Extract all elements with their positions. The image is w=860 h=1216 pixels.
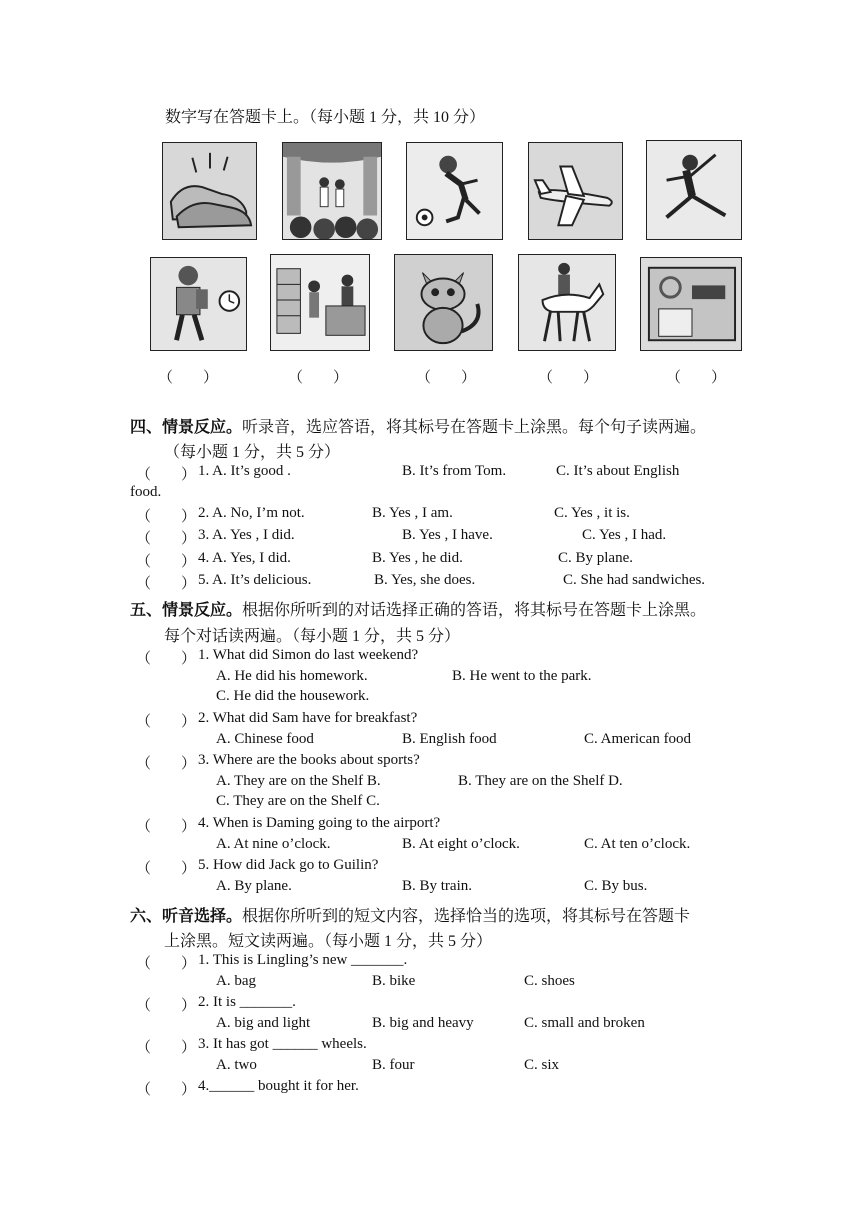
option-c: C. small and broken <box>524 1015 645 1031</box>
library-shop-icon <box>270 254 370 351</box>
dancer-icon <box>646 140 742 240</box>
option-b: B. At eight o’clock. <box>402 836 520 852</box>
section5-points: 每个对话读两遍。（每小题 1 分，共 5 分） <box>164 628 461 645</box>
option-c: C. She had sandwiches. <box>563 572 706 588</box>
option-a: A. bag <box>216 973 256 989</box>
boy-late-clock-icon <box>150 257 247 351</box>
answer-bracket[interactable]: （ ） <box>158 370 219 386</box>
option-a: A. Chinese food <box>216 731 314 747</box>
answer-bracket[interactable]: （ ） <box>136 554 197 570</box>
stage-show-icon <box>282 142 382 240</box>
answer-bracket[interactable]: （ ） <box>136 998 197 1014</box>
question-text: 1. What did Simon do last weekend? <box>198 647 419 663</box>
section5-instruction: 根据你所听到的对话选择正确的答语，将其标号在答题卡上涂黑。 <box>242 602 707 619</box>
option-a: A. He did his homework. <box>216 668 368 684</box>
option-c-continued: food. <box>130 484 162 500</box>
milk-box-icon <box>640 257 742 351</box>
option-b: B. Yes , he did. <box>372 550 463 566</box>
answer-bracket[interactable]: （ ） <box>136 651 197 667</box>
question-text: 1. This is Lingling’s new _______. <box>198 952 408 968</box>
question-text: 2. A. No, I’m not. <box>198 505 305 521</box>
option-c: C. Yes , it is. <box>554 505 630 521</box>
section6-heading <box>130 903 690 926</box>
option-b: B. It’s from Tom. <box>402 463 507 479</box>
section6-points: 上涂黑。短文读两遍。（每小题 1 分，共 5 分） <box>164 933 493 950</box>
option-a: A. At nine o’clock. <box>216 836 331 852</box>
answer-bracket[interactable]: （ ） <box>136 756 197 772</box>
option-c: C. At ten o’clock. <box>584 836 691 852</box>
horse-rider-icon <box>518 254 616 351</box>
option-a: A. They are on the Shelf B. <box>216 773 381 789</box>
section6-title: 六、听音选择。 <box>130 908 243 925</box>
answer-bracket[interactable]: （ ） <box>136 509 197 525</box>
shoes-icon <box>162 142 257 240</box>
section4-heading <box>130 414 706 437</box>
option-b: B. English food <box>402 731 497 747</box>
cat-icon <box>394 254 493 351</box>
answer-bracket[interactable]: （ ） <box>136 467 197 483</box>
section5-heading <box>130 597 706 620</box>
section6-instruction: 根据你所听到的短文内容，选择恰当的选项，将其标号在答题卡 <box>242 908 691 925</box>
option-a: A. By plane. <box>216 878 292 894</box>
answer-bracket[interactable]: （ ） <box>136 576 197 592</box>
option-c: C. By plane. <box>558 550 633 566</box>
option-b: B. bike <box>372 973 416 989</box>
question-text: 5. How did Jack go to Guilin? <box>198 857 379 873</box>
option-a: A. big and light <box>216 1015 311 1031</box>
option-c: C. They are on the Shelf C. <box>216 793 380 809</box>
option-b: B. Yes , I am. <box>372 505 453 521</box>
option-c: C. It’s about English <box>556 463 680 479</box>
boy-football-icon <box>406 142 503 240</box>
option-b: B. big and heavy <box>372 1015 474 1031</box>
section4-instruction: 听录音，选应答语，将其标号在答题卡上涂黑。每个句子读两遍。 <box>242 419 707 436</box>
option-c: C. He did the housework. <box>216 688 370 704</box>
answer-bracket[interactable]: （ ） <box>288 370 349 386</box>
option-c: C. shoes <box>524 973 575 989</box>
option-b: B. four <box>372 1057 415 1073</box>
question-text: 2. It is _______. <box>198 994 296 1010</box>
question-text: 4.______ bought it for her. <box>198 1078 359 1094</box>
option-b: B. He went to the park. <box>452 668 592 684</box>
question-text: 5. A. It’s delicious. <box>198 572 312 588</box>
question-text: 3. It has got ______ wheels. <box>198 1036 367 1052</box>
answer-bracket[interactable]: （ ） <box>136 714 197 730</box>
option-b: B. Yes, she does. <box>374 572 476 588</box>
answer-bracket[interactable]: （ ） <box>136 861 197 877</box>
option-c: C. American food <box>584 731 692 747</box>
section5-title: 五、情景反应。 <box>130 602 243 619</box>
answer-bracket[interactable]: （ ） <box>416 370 477 386</box>
intro-line: 数字写在答题卡上。（每小题 1 分，共 10 分） <box>165 109 486 126</box>
question-text: 4. A. Yes, I did. <box>198 550 291 566</box>
answer-bracket[interactable]: （ ） <box>136 956 197 972</box>
answer-bracket[interactable]: （ ） <box>136 1082 197 1098</box>
option-c: C. Yes , I had. <box>582 527 667 543</box>
option-c: C. six <box>524 1057 560 1073</box>
question-text: 1. A. It’s good . <box>198 463 291 479</box>
answer-bracket[interactable]: （ ） <box>538 370 599 386</box>
question-text: 2. What did Sam have for breakfast? <box>198 710 418 726</box>
option-c: C. By bus. <box>584 878 648 894</box>
question-text: 3. Where are the books about sports? <box>198 752 420 768</box>
question-text: 4. When is Daming going to the airport? <box>198 815 441 831</box>
answer-bracket[interactable]: （ ） <box>136 1040 197 1056</box>
option-a: A. two <box>216 1057 257 1073</box>
answer-bracket[interactable]: （ ） <box>136 531 197 547</box>
airplane-icon <box>528 142 623 240</box>
section4-title: 四、情景反应。 <box>130 419 243 436</box>
option-b: B. They are on the Shelf D. <box>458 773 623 789</box>
question-text: 3. A. Yes , I did. <box>198 527 295 543</box>
answer-bracket[interactable]: （ ） <box>136 819 197 835</box>
option-b: B. Yes , I have. <box>402 527 493 543</box>
answer-bracket[interactable]: （ ） <box>666 370 727 386</box>
section4-points: （每小题 1 分，共 5 分） <box>164 444 341 461</box>
option-b: B. By train. <box>402 878 472 894</box>
